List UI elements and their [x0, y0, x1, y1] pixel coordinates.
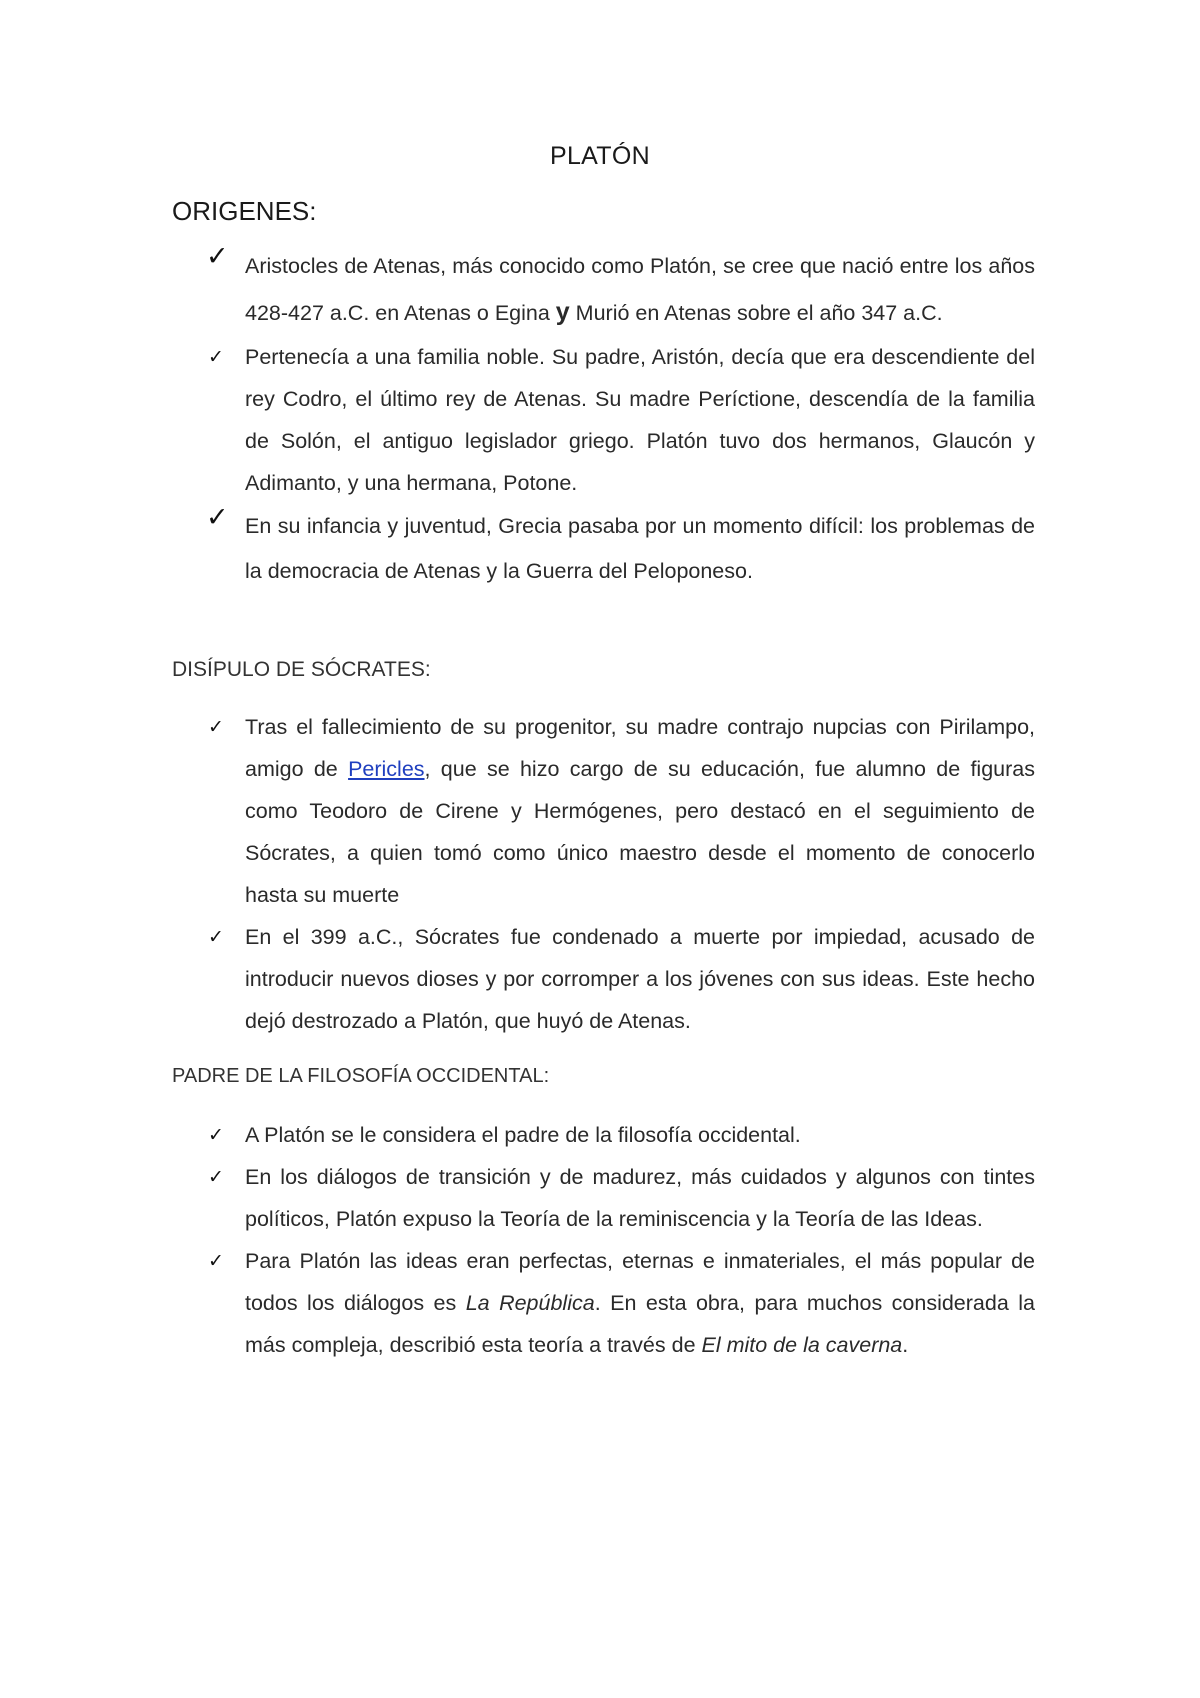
- list-item: ✓ En el 399 a.C., Sócrates fue condenado a muerte por impiedad, acusado de introducir nuevos dioses y por corromper a los jóvenes con sus ideas. Este hecho dejó destrozado a Platón, que huyó de Atenas.: [205, 916, 1035, 1042]
- checkmark-icon: ✓: [208, 346, 224, 368]
- origenes-list: [205, 243, 1035, 594]
- checkmark-icon: ✓: [208, 1124, 224, 1146]
- list-item: ✓ A Platón se le considera el padre de la filosofía occidental.: [205, 1114, 1035, 1156]
- checkmark-icon: ✓: [206, 502, 229, 533]
- section-heading-padre: PADRE DE LA FILOSOFÍA OCCIDENTAL:: [172, 1065, 550, 1087]
- pericles-link[interactable]: Pericles: [348, 757, 425, 781]
- section-heading-origenes: ORIGENES:: [172, 196, 317, 226]
- checkmark-icon: ✓: [208, 1250, 224, 1272]
- list-item: ✓ Pertenecía a una familia noble. Su padre, Aristón, decía que era descendiente del rey Codro, el último rey de Atenas. Su madre Períctione, descendía de la familia de Solón, el antiguo legislador griego. Platón tuvo dos hermanos, Glaucón y Adimanto, y una hermana, Potone.: [205, 336, 1035, 504]
- checkmark-icon: ✓: [208, 926, 224, 948]
- document-title: PLATÓN: [550, 142, 650, 170]
- section-heading-discipulo: DISÍPULO DE SÓCRATES:: [172, 658, 431, 681]
- checkmark-icon: ✓: [208, 716, 224, 738]
- checkmark-icon: ✓: [208, 1166, 224, 1188]
- list-item: ✓ Tras el fallecimiento de su progenitor, su madre contrajo nupcias con Pirilampo, amigo de Pericles, que se hizo cargo de su educación, fue alumno de figuras como Teodoro de Cirene y Hermógenes, pero destacó en el seguimiento de Sócrates, a quien tomó como único maestro desde el momento de conocerlo hasta su muerte: [205, 706, 1035, 916]
- list-item: ✓ Para Platón las ideas eran perfectas, eternas e inmateriales, el más popular de todos los diálogos es La República. En esta obra, para muchos considerada la más compleja, describió esta teoría a través de El mito de la caverna.: [205, 1240, 1035, 1366]
- checkmark-icon: ✓: [206, 241, 229, 272]
- list-item: ✓ En los diálogos de transición y de madurez, más cuidados y algunos con tintes políticos, Platón expuso la Teoría de la reminiscencia y la Teoría de las Ideas.: [205, 1156, 1035, 1240]
- discipulo-list: [205, 706, 1035, 1042]
- padre-list: [205, 1114, 1035, 1366]
- list-item: ✓ En su infancia y juventud, Grecia pasaba por un momento difícil: los problemas de la democracia de Atenas y la Guerra del Peloponeso.: [205, 504, 1035, 594]
- list-item: ✓ Aristocles de Atenas, más conocido como Platón, se cree que nació entre los años 428-427 a.C. en Atenas o Egina y Murió en Atenas sobre el año 347 a.C.: [205, 243, 1035, 336]
